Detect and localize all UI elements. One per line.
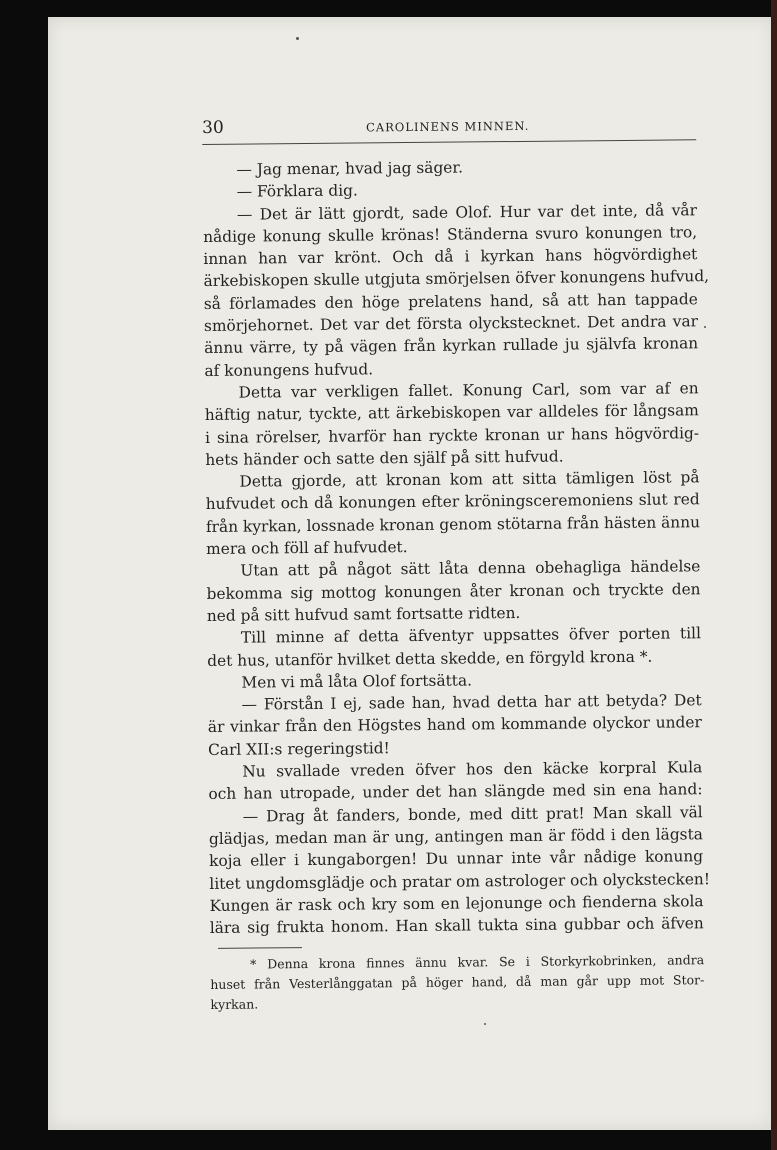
text-line: mera och föll af hufvudet. — [206, 538, 408, 559]
text-line: är vinkar från den Högstes hand om kommande olyckor under — [207, 713, 702, 737]
text-line: Men vi må låta Olof fortsätta. — [241, 671, 473, 692]
text-line: — Drag åt fanders, bonde, med ditt prat! Man skall väl — [242, 802, 703, 826]
text-line: Kungen är rask och kry som en lejonunge och fienderna skola — [209, 892, 704, 915]
speck-mark — [484, 1023, 486, 1025]
text-line: koja eller i kungaborgen! Du unnar inte vår nådige konung — [209, 847, 704, 871]
footnote-line: huset från Vesterlånggatan på höger hand, då man går upp mot Stor- — [210, 972, 705, 993]
text-line: ännu värre, ty på vägen från kyrkan rullade ju självfa kronan — [204, 334, 699, 358]
text-line: glädjas, medan man är ung, antingen man är född i den lägsta — [208, 825, 703, 848]
text-line: Nu svallade vreden öfver hos den käcke korpral Kula — [242, 758, 703, 781]
text-line: Carl XII:s regeringstid! — [207, 738, 390, 759]
text-line: Detta gjorde, att kronan kom att sitta tämligen löst på — [239, 468, 700, 491]
text-line: från kyrkan, lossnade kronan genom stötarna från hästen ännu — [205, 512, 701, 536]
text-line: och han utropade, under det han slängde med sin ena hand: — [208, 780, 703, 804]
text-line: hufvudet och då konungen efter kröningsceremoniens slut red — [205, 490, 700, 514]
text-line: bekomma sig mottog konungen åter kronan och tryckte den — [206, 579, 701, 603]
text-line: i sina rörelser, hvarför han ryckte kronan ur hans högvördig- — [204, 423, 700, 447]
text-line: så förlamades den höge prelatens hand, så att han tappade — [203, 290, 698, 313]
running-title: CAROLINENS MINNEN. — [366, 118, 530, 135]
text-line: — Det är lätt gjordt, sade Olof. Hur var det inte, då vår — [236, 200, 697, 224]
footnote-divider — [218, 947, 302, 949]
text-line: det hus, utanför hvilket detta skedde, en förgyld krona *. — [207, 647, 653, 670]
footnote-line: * Denna krona finnes ännu kvar. Se i Storkyrkobrinken, andra — [250, 952, 705, 972]
body-text — [202, 154, 711, 939]
text-line: — Förklara dig. — [236, 181, 358, 201]
text-line: nådige konung skulle krönas! Ständerna svuro konungen tro, — [203, 223, 698, 246]
footnote — [210, 951, 705, 1016]
speck-mark — [296, 37, 299, 40]
text-line: af konungens hufvud. — [204, 360, 374, 380]
text-line: häftig natur, tyckte, att ärkebiskopen var alldeles för långsam — [204, 401, 699, 425]
text-line: Detta var verkligen fallet. Konung Carl, som var af en — [238, 379, 699, 402]
page-header — [202, 113, 696, 145]
footnote-line: kyrkan. — [210, 996, 259, 1013]
text-line: ned på sitt hufvud samt fortsatte ridten. — [206, 603, 521, 625]
text-line: Till minne af detta äfventyr uppsattes öfver porten till — [240, 624, 702, 647]
book-binding-edge — [771, 0, 777, 1150]
page-number: 30 — [202, 117, 224, 138]
page-text-block — [202, 113, 711, 1015]
text-line: lära sig frukta honom. Han skall tukta sina gubbar och äfven — [209, 914, 704, 938]
speck-mark — [704, 326, 706, 328]
text-line: — Förstån I ej, sade han, hvad detta har att betyda? Det — [241, 691, 702, 714]
text-line: innan han var krönt. Och då i kyrkan hans högvördighet — [203, 245, 698, 269]
text-line: Utan att på något sätt låta denna obehagliga händelse — [240, 557, 701, 580]
text-line: smörjehornet. Det var det första olyckstecknet. Det andra var — [203, 312, 699, 336]
text-line: ärkebiskopen skulle utgjuta smörjelsen öfver konungens hufvud, — [203, 267, 710, 291]
text-line: — Jag menar, hvad jag säger. — [236, 158, 464, 179]
text-line: litet ungdomsglädje och pratar om astrologer och olyckstecken! — [209, 869, 711, 893]
text-line: hets händer och satte den själf på sitt hufvud. — [205, 447, 564, 469]
